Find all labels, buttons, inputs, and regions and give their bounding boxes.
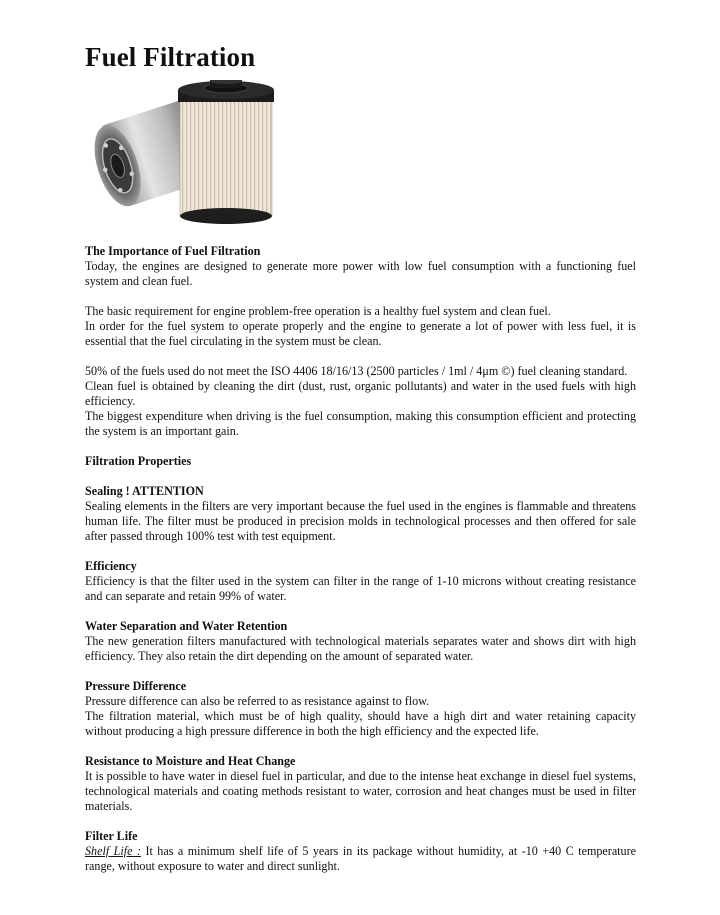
paragraph: The biggest expenditure when driving is the fuel consumption, making this consumption efficient and protecting the system is an important gain. [85,409,636,438]
fuel-filter-illustration [82,80,282,230]
heading-sealing: Sealing ! ATTENTION [85,484,204,498]
paragraph: It is possible to have water in diesel fuel in particular, and due to the intense heat exchange in diesel fuel systems, technological materials and coating methods resistant to water, corrosion and heat changes must be used in filter materials. [85,769,636,813]
heading-water-separation: Water Separation and Water Retention [85,619,288,633]
heading-importance: The Importance of Fuel Filtration [85,244,261,258]
heading-moisture-heat: Resistance to Moisture and Heat Change [85,754,296,768]
heading-filtration-properties: Filtration Properties [85,454,192,468]
page-title: Fuel Filtration [85,42,256,72]
paragraph: The basic requirement for engine problem-free operation is a healthy fuel system and clean fuel. [85,304,551,318]
heading-efficiency: Efficiency [85,559,137,573]
heading-filter-life: Filter Life [85,829,138,843]
paragraph: 50% of the fuels used do not meet the ISO 4406 18/16/13 (2500 particles / 1ml / 4μm ©) fuel cleaning standard. [85,364,628,378]
shelf-life-text: It has a minimum shelf life of 5 years in its package without humidity, at -10 +40 C temperature range, without exposure to water and direct sunlight. [85,844,636,873]
heading-pressure-difference: Pressure Difference [85,679,187,693]
shelf-life-label: Shelf Life : [85,844,141,858]
paragraph: Sealing elements in the filters are very important because the fuel used in the engines is flammable and threatens human life. The filter must be produced in precision molds in technological processes and then offered for sale after passed through 100% test with test equipment. [85,499,636,543]
paragraph: The new generation filters manufactured with technological materials separates water and shows dirt with high efficiency. They also retain the dirt depending on the amount of separated water. [85,634,636,663]
paragraph: The filtration material, which must be of high quality, should have a high dirt and water retaining capacity without producing a high pressure difference in both the high efficiency and the expected life. [85,709,636,738]
article-body [85,244,636,874]
paragraph: In order for the fuel system to operate properly and the engine to generate a lot of power with less fuel, it is essential that the fuel circulating in the system must be clean. [85,319,636,348]
paragraph: Pressure difference can also be referred to as resistance against to flow. [85,694,430,708]
paragraph: Clean fuel is obtained by cleaning the dirt (dust, rust, organic pollutants) and water in the used fuels with high efficiency. [85,379,636,408]
fuel-filter-image [82,80,282,230]
paragraph: Efficiency is that the filter used in the system can filter in the range of 1-10 microns without creating resistance and can separate and retain 99% of water. [85,574,636,603]
paragraph [85,844,636,874]
paragraph: Today, the engines are designed to generate more power with low fuel consumption with a functioning fuel system and clean fuel. [85,259,636,288]
